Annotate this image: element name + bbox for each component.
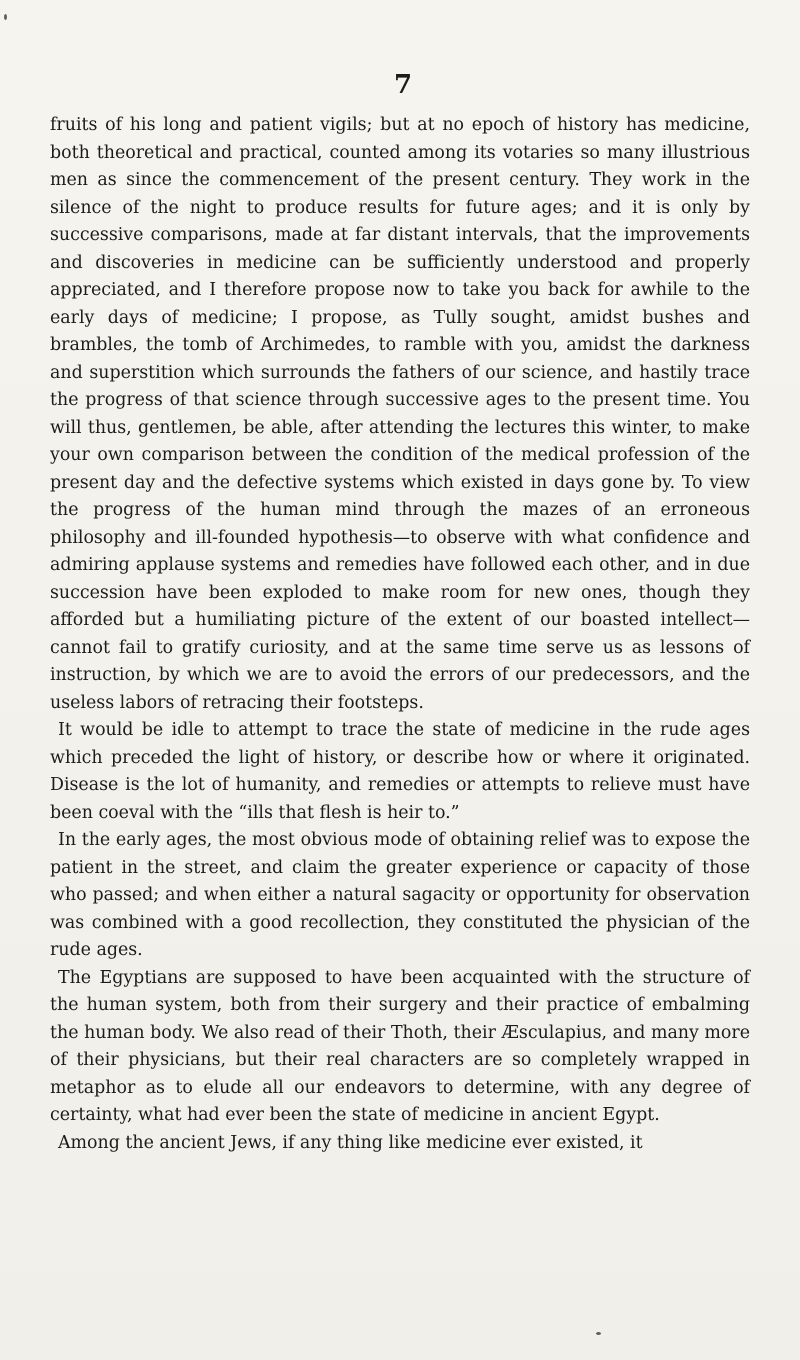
ink-speck	[596, 1332, 601, 1335]
paragraph: In the early ages, the most obvious mode of obtaining relief was to expose the patient in the street, and claim the greater experience or capacity of those who passed; and when either a natural sagacity or opportunity for observation was combined with a good recollection, they constituted the physician of the rude ages.	[50, 830, 750, 960]
paragraph: Among the ancient Jews, if any thing like medicine ever existed, it	[58, 1132, 643, 1153]
page-number: 7	[394, 70, 413, 100]
paragraph: It would be idle to attempt to trace the state of medicine in the rude ages which preceded the light of history, or describe how or where it originated. Disease is the lot of humanity, and remedies or attempts to relieve must have been coeval with the “ills that flesh is heir to.”	[50, 720, 750, 823]
paragraph: The Egyptians are supposed to have been acquainted with the structure of the human system, both from their surgery and their practice of embalming the human body. We also read of their Thoth, their Æsculapius, and many more of their physicians, but their real characters are so completely wrapped in metaphor as to elude all our endeavors to determine, with any degree of certainty, what had ever been the state of medicine in ancient Egypt.	[50, 967, 750, 1125]
ink-speck	[4, 14, 7, 20]
paragraph: fruits of his long and patient vigils; but at no epoch of history has medicine, both theoretical and practical, counted among its votaries so many illustrious men as since the commencement of the present century. They work in the silence of the night to produce results for future ages; and it is only by successive comparisons, made at far distant intervals, that the improvements and discoveries in medicine can be sufficiently understood and properly appreciated, and I therefore propose now to take you back for awhile to the early days of medicine; I propose, as Tully sought, amidst bushes and brambles, the tomb of Archimedes, to ramble with you, amidst the darkness and superstition which surrounds the fathers of our science, and hastily trace the progress of that science through successive ages to the present time. You will thus, gentlemen, be able, after attending the lectures this winter, to make your own comparison between the condition of the medical profession of the present day and the defective systems which existed in days gone by. To view the progress of the human mind through the mazes of an erroneous philosophy and ill-founded hypothesis—to observe with what confidence and admiring applause systems and remedies have followed each other, and in due succession have been exploded to make room for new ones, though they afforded but a humiliating picture of the extent of our boasted intellect—cannot fail to gratify curiosity, and at the same time serve us as lessons of instruction, by which we are to avoid the errors of our predecessors, and the useless labors of retracing their footsteps.	[50, 115, 750, 713]
body-text	[50, 112, 750, 1157]
